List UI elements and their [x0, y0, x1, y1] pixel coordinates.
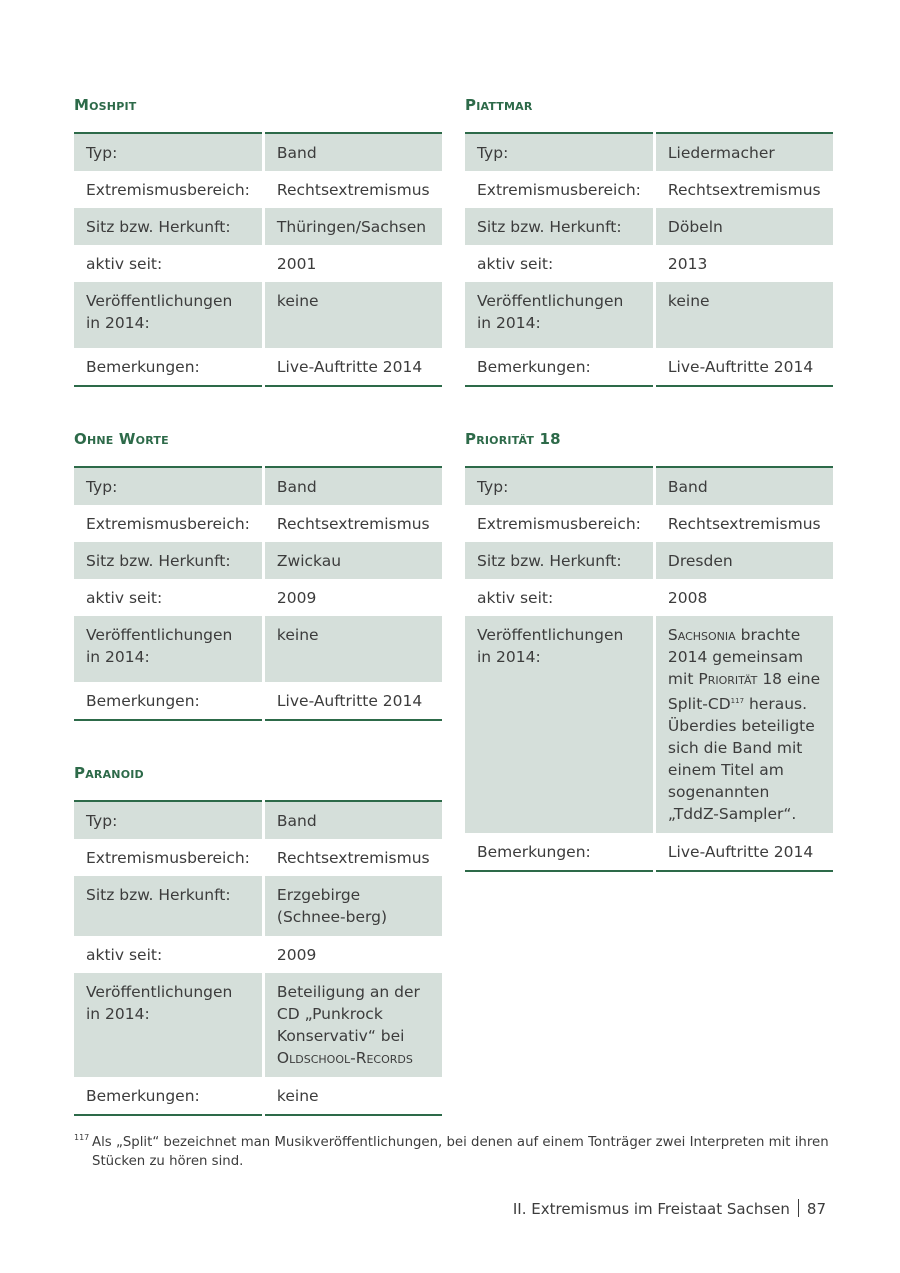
table-row — [74, 579, 442, 616]
row-label: Veröffentlichungen in 2014: — [74, 282, 263, 348]
info-table — [465, 466, 833, 872]
row-value: Liedermacher — [654, 133, 832, 171]
row-label: aktiv seit: — [74, 245, 263, 282]
table-row — [465, 467, 833, 505]
label-name: Oldschool-Records — [276, 1049, 413, 1067]
row-label: Sitz bzw. Herkunft: — [465, 208, 654, 245]
row-label: Sitz bzw. Herkunft: — [465, 542, 654, 579]
footer-divider — [798, 1199, 799, 1217]
row-label: Extremismusbereich: — [74, 505, 263, 542]
table-row — [74, 616, 442, 682]
row-label: Sitz bzw. Herkunft: — [74, 876, 263, 936]
table-row — [465, 133, 833, 171]
band-name: Priorität — [698, 670, 758, 688]
row-label: Bemerkungen: — [74, 348, 263, 386]
table-row — [465, 208, 833, 245]
footnote-number: 117 — [74, 1133, 90, 1142]
row-value: Erzgebirge (Schnee-berg) — [263, 876, 441, 936]
row-value: Live-Auftritte 2014 — [667, 843, 814, 862]
chapter-title: II. Extremismus im Freistaat Sachsen — [512, 1200, 790, 1218]
row-value: Rechtsextremismus — [276, 515, 430, 533]
row-value: 2008 — [667, 589, 708, 607]
page-number: 87 — [806, 1200, 826, 1218]
row-value: Rechtsextremismus — [276, 849, 430, 867]
row-value: Rechtsextremismus — [667, 515, 821, 533]
row-label: Typ: — [74, 133, 263, 171]
row-label: Typ: — [74, 467, 263, 505]
entry-title: Ohne Worte — [74, 430, 169, 448]
info-table — [74, 132, 442, 387]
text-segment: brachte 2014 gemeinsam mit — [667, 626, 804, 688]
row-value: Band — [263, 467, 441, 505]
table-row — [74, 208, 442, 245]
text-segment: heraus. Überdies beteiligte sich die Band mit einem Titel am sogenannten „TddZ-Sampler“. — [667, 695, 815, 824]
table-row — [465, 282, 833, 348]
table-row — [74, 839, 442, 876]
row-label: Veröffentlichungen in 2014: — [465, 282, 654, 348]
info-table — [74, 466, 442, 721]
row-value: 2001 — [276, 255, 317, 273]
entry-title: Priorität 18 — [465, 430, 561, 448]
table-row — [465, 833, 833, 871]
entry-piattmar — [465, 95, 826, 387]
row-label: Sitz bzw. Herkunft: — [74, 208, 263, 245]
table-row — [74, 467, 442, 505]
row-value: 2013 — [667, 255, 708, 273]
entry-prioritaet-18 — [465, 429, 826, 872]
table-row — [465, 245, 833, 282]
row-value: Live-Auftritte 2014 — [276, 692, 423, 710]
row-label: Bemerkungen: — [74, 682, 263, 720]
row-label: aktiv seit: — [465, 245, 654, 282]
row-value: 2009 — [276, 589, 317, 607]
table-row — [74, 936, 442, 973]
table-row — [74, 171, 442, 208]
row-label: Bemerkungen: — [465, 833, 654, 871]
table-row — [74, 282, 442, 348]
footnote-text: Als „Split“ bezeichnet man Musikveröffentlichungen, bei denen auf einem Tonträger zwei Interpreten mit ihren Stücken zu hören sind. — [92, 1135, 829, 1169]
row-value: Live-Auftritte 2014 — [667, 358, 814, 376]
row-value: Band — [263, 133, 441, 171]
table-row — [465, 171, 833, 208]
band-name: Sachsonia — [667, 626, 736, 644]
entry-moshpit — [74, 95, 435, 387]
entry-title: Paranoid — [74, 764, 144, 782]
info-table — [465, 132, 833, 387]
row-label: aktiv seit: — [74, 579, 263, 616]
row-label: Typ: — [465, 133, 654, 171]
row-label: Extremismusbereich: — [465, 505, 654, 542]
row-value — [654, 616, 832, 833]
row-value: keine — [263, 282, 441, 348]
footnote-ref: 117 — [730, 697, 745, 705]
row-value: Dresden — [654, 542, 832, 579]
row-label: Bemerkungen: — [465, 348, 654, 386]
row-label: Veröffentlichungen in 2014: — [74, 616, 263, 682]
row-value: keine — [654, 282, 832, 348]
table-row — [465, 505, 833, 542]
row-label: Sitz bzw. Herkunft: — [74, 542, 263, 579]
table-row — [74, 505, 442, 542]
table-row — [74, 1077, 442, 1115]
entry-title: Piattmar — [465, 96, 533, 114]
row-label: Bemerkungen: — [74, 1077, 263, 1115]
row-label: Typ: — [74, 801, 263, 839]
table-row — [74, 876, 442, 936]
text-segment: Beteiligung an der CD „Punkrock Konservativ“ bei — [276, 983, 420, 1045]
table-row — [465, 542, 833, 579]
table-row — [74, 973, 442, 1077]
table-row — [74, 245, 442, 282]
row-value: Rechtsextremismus — [667, 181, 821, 199]
page-footer — [513, 1199, 826, 1219]
row-value: Rechtsextremismus — [276, 181, 430, 199]
row-label: Extremismusbereich: — [74, 171, 263, 208]
table-row — [74, 348, 442, 386]
row-label: Typ: — [465, 467, 654, 505]
entry-paranoid — [74, 763, 435, 1116]
row-value: Band — [263, 801, 441, 839]
row-label: Veröffentlichungen in 2014: — [465, 616, 654, 833]
row-value: Band — [654, 467, 832, 505]
footnote — [74, 1133, 830, 1171]
row-label: Extremismusbereich: — [465, 171, 654, 208]
entry-title: Moshpit — [74, 96, 137, 114]
text-segment: 18 eine Split-CD — [667, 670, 821, 714]
row-label: Veröffentlichungen in 2014: — [74, 973, 263, 1077]
row-value: Thüringen/Sachsen — [263, 208, 441, 245]
table-row — [465, 579, 833, 616]
table-row — [74, 133, 442, 171]
info-table — [74, 800, 442, 1116]
row-value: keine — [263, 616, 441, 682]
table-row — [74, 801, 442, 839]
row-value: 2009 — [276, 946, 317, 964]
table-row — [465, 348, 833, 386]
row-label: Extremismusbereich: — [74, 839, 263, 876]
row-value: Döbeln — [654, 208, 832, 245]
row-value: Zwickau — [263, 542, 441, 579]
table-row — [74, 542, 442, 579]
entry-ohne-worte — [74, 429, 435, 721]
row-value — [263, 973, 441, 1077]
row-label: aktiv seit: — [465, 579, 654, 616]
row-value: Live-Auftritte 2014 — [276, 358, 423, 376]
table-row — [74, 682, 442, 720]
row-value: keine — [276, 1087, 319, 1105]
row-label: aktiv seit: — [74, 936, 263, 973]
table-row — [465, 616, 833, 833]
